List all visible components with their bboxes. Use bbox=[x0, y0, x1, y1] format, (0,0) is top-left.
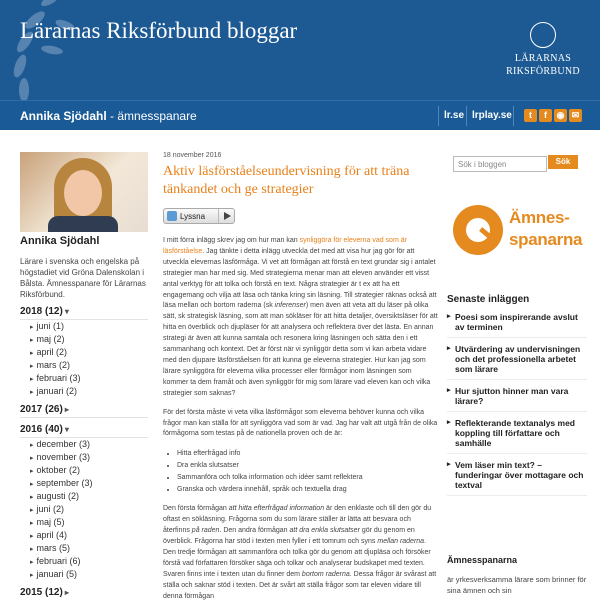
latest-post-link[interactable]: ▸ Vem läser min text? – funderingar över mottagare och textval bbox=[447, 460, 587, 496]
latest-post-link[interactable]: ▸ Poesi som inspirerande avslut av terminen bbox=[447, 312, 587, 338]
post-title[interactable]: Aktiv läsförståelseundervisning för att träna tänkandet och ge strategier bbox=[163, 164, 410, 197]
rss-icon[interactable]: ◉ bbox=[554, 109, 567, 122]
lr-logo[interactable] bbox=[498, 22, 588, 78]
author-bar bbox=[0, 100, 600, 130]
arrow-right-icon: ▸ bbox=[64, 588, 69, 597]
play-icon[interactable] bbox=[218, 209, 234, 223]
email-icon[interactable]: ✉ bbox=[569, 109, 582, 122]
laurel-decoration-icon bbox=[0, 0, 110, 100]
archive-year[interactable]: 2015 (12) ▸ bbox=[20, 585, 148, 600]
divider bbox=[466, 106, 467, 126]
amnesspanarna-icon bbox=[453, 205, 503, 255]
post-body bbox=[163, 236, 438, 600]
post-paragraph: Den första förmågan att hitta efterfrågad information är den enklaste och till den gör du oftast en sökläsning. Frågorna som du som lärare ställer är lätta att besvara och återfinns på raden. Den andra förmågan att dra enkla slutsatser gör du genom en överblick. Frågorna har stöd i texten men fyller i ett tomrum och syns mellan raderna. Den tredje förmågan att sammanföra och tolka gör du genom att djupläsa och försöker förstå vad författaren försöker säga och tolkar och analyserar budskapet med texten. Svaren finns inte i texten utan du finner dem bortom raderna. Dessa frågor är svårast att ställa och saknar stöd i texten. Det är svårt att ställa frågor som tar eleven vidare till denna förmågan bbox=[163, 505, 437, 600]
arrow-right-icon: ▸ bbox=[30, 350, 34, 357]
arrow-right-icon: ▸ bbox=[30, 337, 34, 344]
author-name[interactable]: Annika Sjödahl bbox=[20, 109, 107, 123]
arrow-right-icon: ▸ bbox=[30, 546, 34, 553]
site-title[interactable]: Lärarnas Riksförbund bloggar bbox=[20, 18, 298, 43]
archive-month[interactable]: ▸ maj (2) bbox=[30, 334, 65, 344]
list-item: • Granska och värdera innehåll, språk och textuella drag bbox=[177, 484, 438, 496]
post-inline-link[interactable]: synliggöra för eleverna vad som är läsförståelse bbox=[163, 237, 407, 255]
archive-month[interactable]: ▸ januari (5) bbox=[30, 569, 78, 579]
latest-post-link[interactable]: ▸ Reflekterande textanalys med koppling till författare och samhälle bbox=[447, 418, 587, 454]
archive-month[interactable]: ▸ november (3) bbox=[30, 452, 91, 462]
logo-text-line1: LÄRARNAS bbox=[514, 53, 572, 64]
archive-month[interactable]: ▸ februari (6) bbox=[30, 556, 81, 566]
search-button[interactable]: Sök bbox=[548, 155, 578, 169]
chevron-down-icon: ▾ bbox=[64, 425, 69, 434]
archive-month[interactable]: ▸ april (2) bbox=[30, 347, 68, 357]
latest-post-link[interactable]: ▸ Hur sjutton hinner man vara lärare? bbox=[447, 386, 587, 412]
twitter-icon[interactable]: t bbox=[524, 109, 537, 122]
archive-year[interactable]: 2017 (26) ▸ bbox=[20, 402, 148, 418]
archive-month[interactable]: ▸ augusti (2) bbox=[30, 491, 80, 501]
sidebar-author-bio: Lärare i svenska och engelska på högstadiet vid Gröna Dalenskolan i Bålsta. Ämnesspanare för Lärarnas Riksförbund. bbox=[20, 257, 146, 299]
archive-month[interactable]: ▸ februari (3) bbox=[30, 373, 81, 383]
brand-text: Ämnes- spanarna bbox=[509, 208, 583, 249]
blog-archive bbox=[20, 304, 148, 600]
archive-month[interactable]: ▸ juni (1) bbox=[30, 321, 65, 331]
archive-year[interactable]: 2016 (40) ▾ bbox=[20, 422, 148, 438]
archive-month[interactable]: ▸ januari (2) bbox=[30, 386, 78, 396]
arrow-right-icon: ▸ bbox=[64, 405, 69, 414]
list-item: • Hitta efterfrågad info bbox=[177, 448, 438, 460]
list-item: • Sammanföra och tolka information och idéer samt reflektera bbox=[177, 472, 438, 484]
about-heading: Ämnesspanarna bbox=[447, 555, 518, 565]
archive-month[interactable]: ▸ mars (5) bbox=[30, 543, 71, 553]
arrow-right-icon: ▸ bbox=[30, 455, 34, 462]
sidebar-author-title: Annika Sjödahl bbox=[20, 235, 100, 247]
divider bbox=[513, 106, 514, 126]
arrow-right-icon: ▸ bbox=[30, 468, 34, 475]
arrow-right-icon: ▸ bbox=[30, 324, 34, 331]
arrow-right-icon: ▸ bbox=[30, 572, 34, 579]
amnesspanarna-logo[interactable] bbox=[453, 205, 583, 275]
search-input[interactable]: Sök i bloggen bbox=[453, 156, 547, 172]
latest-post-link[interactable]: ▸ Utvärdering av undervisningen och det professionella arbetet som lärare bbox=[447, 344, 587, 380]
archive-month[interactable]: ▸ juni (2) bbox=[30, 504, 65, 514]
arrow-right-icon: ▸ bbox=[30, 559, 34, 566]
arrow-right-icon: ▸ bbox=[30, 442, 34, 449]
speaker-icon bbox=[167, 211, 177, 221]
archive-year[interactable]: 2018 (12) ▾ bbox=[20, 304, 148, 320]
arrow-right-icon: ▸ bbox=[30, 520, 34, 527]
lr-seal-icon bbox=[530, 22, 556, 48]
divider bbox=[438, 106, 439, 126]
author-role: - ämnesspanare bbox=[106, 109, 197, 123]
archive-month[interactable]: ▸ mars (2) bbox=[30, 360, 71, 370]
arrow-right-icon: ▸ bbox=[30, 389, 34, 396]
latest-posts-heading: Senaste inläggen bbox=[447, 294, 530, 305]
post-paragraph: För det första måste vi veta vilka läsförmågor som eleverna behöver kunna och vilka frågor man kan ställa för att synliggöra vad som är vad. Jag har valt att utgå från de olika förmågorna som testas på de nationella proven och de är: bbox=[163, 408, 438, 438]
arrow-right-icon: ▸ bbox=[30, 481, 34, 488]
site-header bbox=[0, 0, 600, 100]
latest-posts-list bbox=[447, 312, 587, 502]
author-heading bbox=[20, 109, 197, 123]
post-date: 18 november 2016 bbox=[163, 152, 222, 159]
archive-month[interactable]: ▸ maj (5) bbox=[30, 517, 65, 527]
arrow-right-icon: ▸ bbox=[30, 533, 34, 540]
archive-month[interactable]: ▸ april (4) bbox=[30, 530, 68, 540]
archive-month[interactable]: ▸ oktober (2) bbox=[30, 465, 81, 475]
listen-label: Lyssna bbox=[180, 212, 206, 221]
author-photo bbox=[20, 152, 148, 232]
chevron-down-icon: ▾ bbox=[64, 307, 69, 316]
link-lr-se[interactable]: lr.se bbox=[444, 110, 465, 121]
logo-text-line2: RIKSFÖRBUND bbox=[506, 66, 580, 77]
listen-button[interactable] bbox=[163, 208, 235, 224]
archive-month[interactable]: ▸ december (3) bbox=[30, 439, 91, 449]
arrow-right-icon: ▸ bbox=[30, 494, 34, 501]
about-text: är yrkesverksamma lärare som brinner för sina ämnen och sin bbox=[447, 575, 587, 595]
arrow-right-icon: ▸ bbox=[30, 363, 34, 370]
facebook-icon[interactable]: f bbox=[539, 109, 552, 122]
link-lrplay-se[interactable]: lrplay.se bbox=[472, 110, 512, 121]
archive-month[interactable]: ▸ september (3) bbox=[30, 478, 93, 488]
list-item: • Dra enkla slutsatser bbox=[177, 460, 438, 472]
arrow-right-icon: ▸ bbox=[30, 507, 34, 514]
post-paragraph: I mitt förra inlägg skrev jag om hur man kan synliggöra för eleverna vad som är läsförståelse. Jag tänkte i detta inlägg utveckla det med att visa hur jag gör för att utveckla elevernas läsförmåga. Vi vet att förmågan att förstå en text grundar sig i antalet strategier man har med sig. Med strategierna menar man att eleven använder ett visst antal verktyg för att tolka och förstå en text. Några strategier är t ex att ha ett engagemang och vilja att läsa och tänka kring sin läsning. Till strategier räknas också att läsa mellan och bortom raderna (sk inferenser) men även att veta att du läser på olika sätt, sk strategisk läsning, som att man sökläser för att hitta detaljer, översiktsläser för att hitta en överblick och djupläser för att analysera och reflektera över det lästa. En annan strategi är även att kunna samtala och resonera kring läsningen och sätta den i ett sammanhang och kontext. Det är först när vi synliggör detta som vi kan arbeta vidare med den djupare läsförståelsen för att kunna ge eleverna strategier. Hur kan jag som lärare synliggöra för eleverna vilka processer eller förmågor inom läsningen som kommer ta dem framåt och även synliggör för mig som lärare vad eleven kan och vilka strategier som saknas? bbox=[163, 237, 438, 397]
ability-list bbox=[177, 448, 438, 496]
arrow-right-icon: ▸ bbox=[30, 376, 34, 383]
